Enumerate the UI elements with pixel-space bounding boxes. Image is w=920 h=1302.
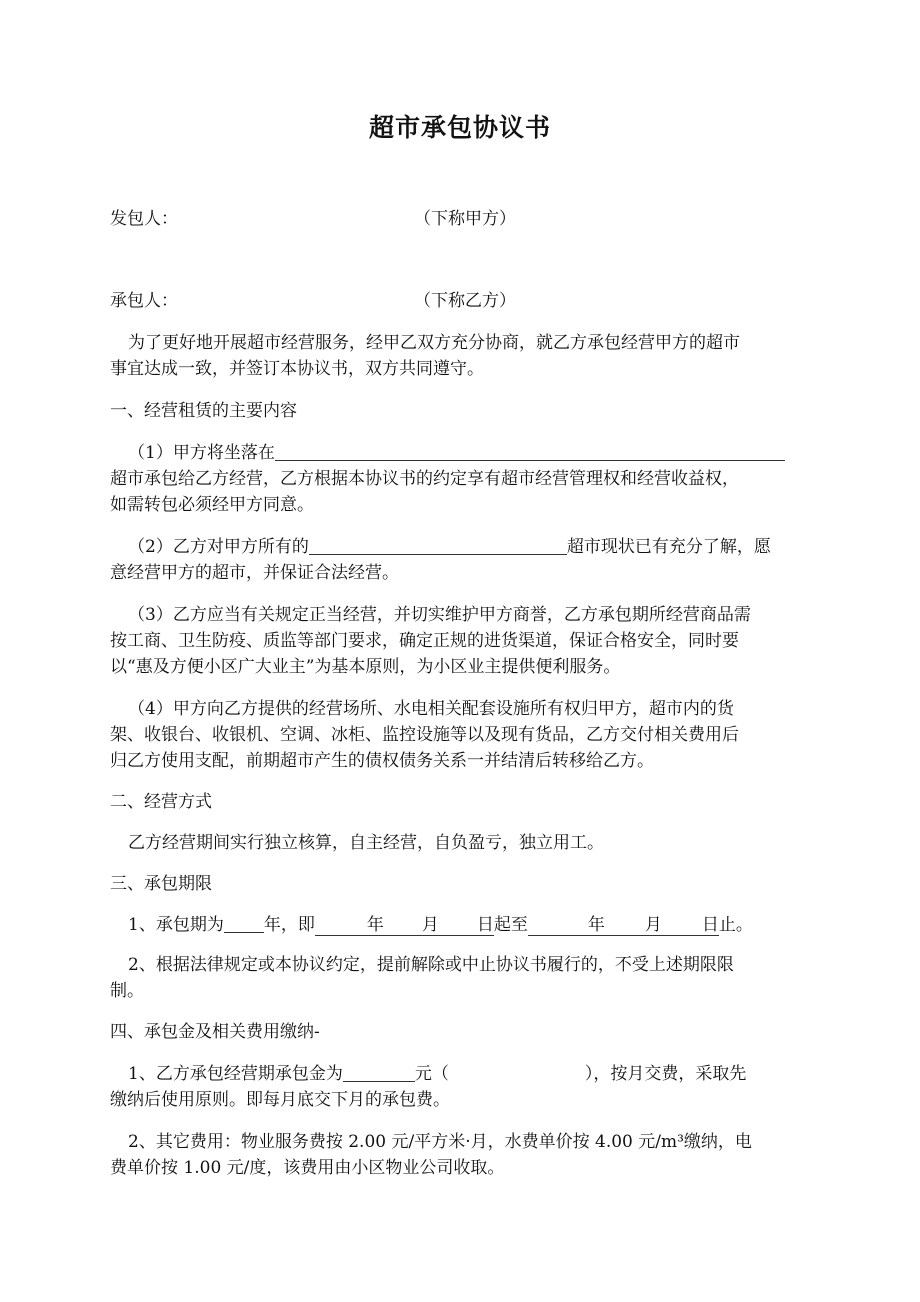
end-month: 月	[644, 915, 662, 935]
s3-item2-line-2: 制。	[110, 981, 144, 1001]
s1-item4-line-1: （4）甲方向乙方提供的经营场所、水电相关配套设施所有权归甲方，超市内的货	[128, 699, 734, 719]
s4-item1-line-2: 缴纳后使用原则。即每月底交下月的承包费。	[110, 1090, 450, 1110]
s1-item3-line-3: 以“惠及方便小区广大业主”为基本原则，为小区业主提供便利服务。	[110, 657, 621, 677]
location-blank	[275, 440, 785, 461]
s1-item2-prefix: （2）乙方对甲方所有的	[128, 537, 309, 557]
term-from: 起至	[493, 915, 528, 935]
s4-item2-line-2: 费单价按 1.00 元/度，该费用由小区物业公司收取。	[110, 1158, 505, 1178]
preamble-line-1: 为了更好地开展超市经营服务，经甲乙双方充分协商，就乙方承包经营甲方的超市	[128, 333, 740, 353]
s4-item2-line-1: 2、其它费用：物业服务费按 2.00 元/平方米·月，水费单价按 4.00 元/m³缴纳，电	[128, 1132, 752, 1152]
s1-item1-prefix: （1）甲方将坐落在	[128, 443, 275, 463]
fee-amount-blank	[343, 1061, 415, 1082]
end-day: 日	[701, 915, 719, 935]
fee-prefix: 1、乙方承包经营期承包金为	[128, 1064, 343, 1084]
section4-heading: 四、承包金及相关费用缴纳-	[110, 1022, 320, 1042]
fee-unit: 元（	[414, 1064, 449, 1084]
term-line	[110, 908, 810, 942]
section3-heading: 三、承包期限	[110, 874, 212, 894]
end-year: 年	[587, 915, 605, 935]
document-title: 超市承包协议书	[368, 113, 551, 142]
term-comma: ，即	[280, 915, 315, 935]
issuer-label: 发包人：	[110, 209, 178, 229]
start-day: 日	[476, 915, 494, 935]
contractor-label: 承包人：	[110, 291, 178, 311]
contractor-note: （下称乙方）	[414, 291, 516, 311]
start-date-blank	[315, 915, 494, 936]
s3-item2-line-1: 2、根据法律规定或本协议约定，提前解除或中止协议书履行的，不受上述期限限	[128, 955, 734, 975]
fee-close: ），按月交费，采取先	[584, 1064, 747, 1084]
s1-item2-suffix: 超市现状已有充分了解，愿	[566, 537, 771, 557]
end-date-blank	[528, 915, 719, 936]
issuer-line	[110, 202, 810, 236]
term-prefix: 1、承包期为	[128, 915, 224, 935]
start-year: 年	[366, 915, 384, 935]
issuer-note: （下称甲方）	[414, 209, 516, 229]
s1-item1-line-3: 如需转包必须经甲方同意。	[110, 495, 314, 515]
section1-heading: 一、经营租赁的主要内容	[110, 401, 297, 421]
preamble-line-2: 事宜达成一致，并签订本协议书，双方共同遵守。	[110, 359, 484, 379]
s1-item3-line-1: （3）乙方应当有关规定正当经营，并切实维护甲方商誉，乙方承包期所经营商品需	[128, 605, 751, 625]
start-month: 月	[421, 915, 439, 935]
term-years-blank	[224, 912, 264, 933]
s1-item1-line-2: 超市承包给乙方经营，乙方根据本协议书的约定享有超市经营管理权和经营收益权，	[110, 469, 739, 489]
term-year-unit: 年	[263, 915, 281, 935]
s1-item2-line-2: 意经营甲方的超市，并保证合法经营。	[110, 563, 399, 583]
contractor-line	[110, 284, 810, 318]
term-end: 止。	[718, 915, 753, 935]
s1-item3-line-2: 按工商、卫生防疫、质监等部门要求，确定正规的进货渠道，保证合格安全，同时要	[110, 631, 739, 651]
s1-item4-line-3: 归乙方使用支配，前期超市产生的债权债务关系一并结清后转移给乙方。	[110, 751, 654, 771]
supermarket-name-blank	[309, 534, 567, 555]
s1-item4-line-2: 架、收银台、收银机、空调、冰柜、监控设施等以及现有货品，乙方交付相关费用后	[110, 725, 739, 745]
section2-body: 乙方经营期间实行独立核算，自主经营，自负盈亏，独立用工。	[128, 833, 604, 853]
section2-heading: 二、经营方式	[110, 792, 212, 812]
